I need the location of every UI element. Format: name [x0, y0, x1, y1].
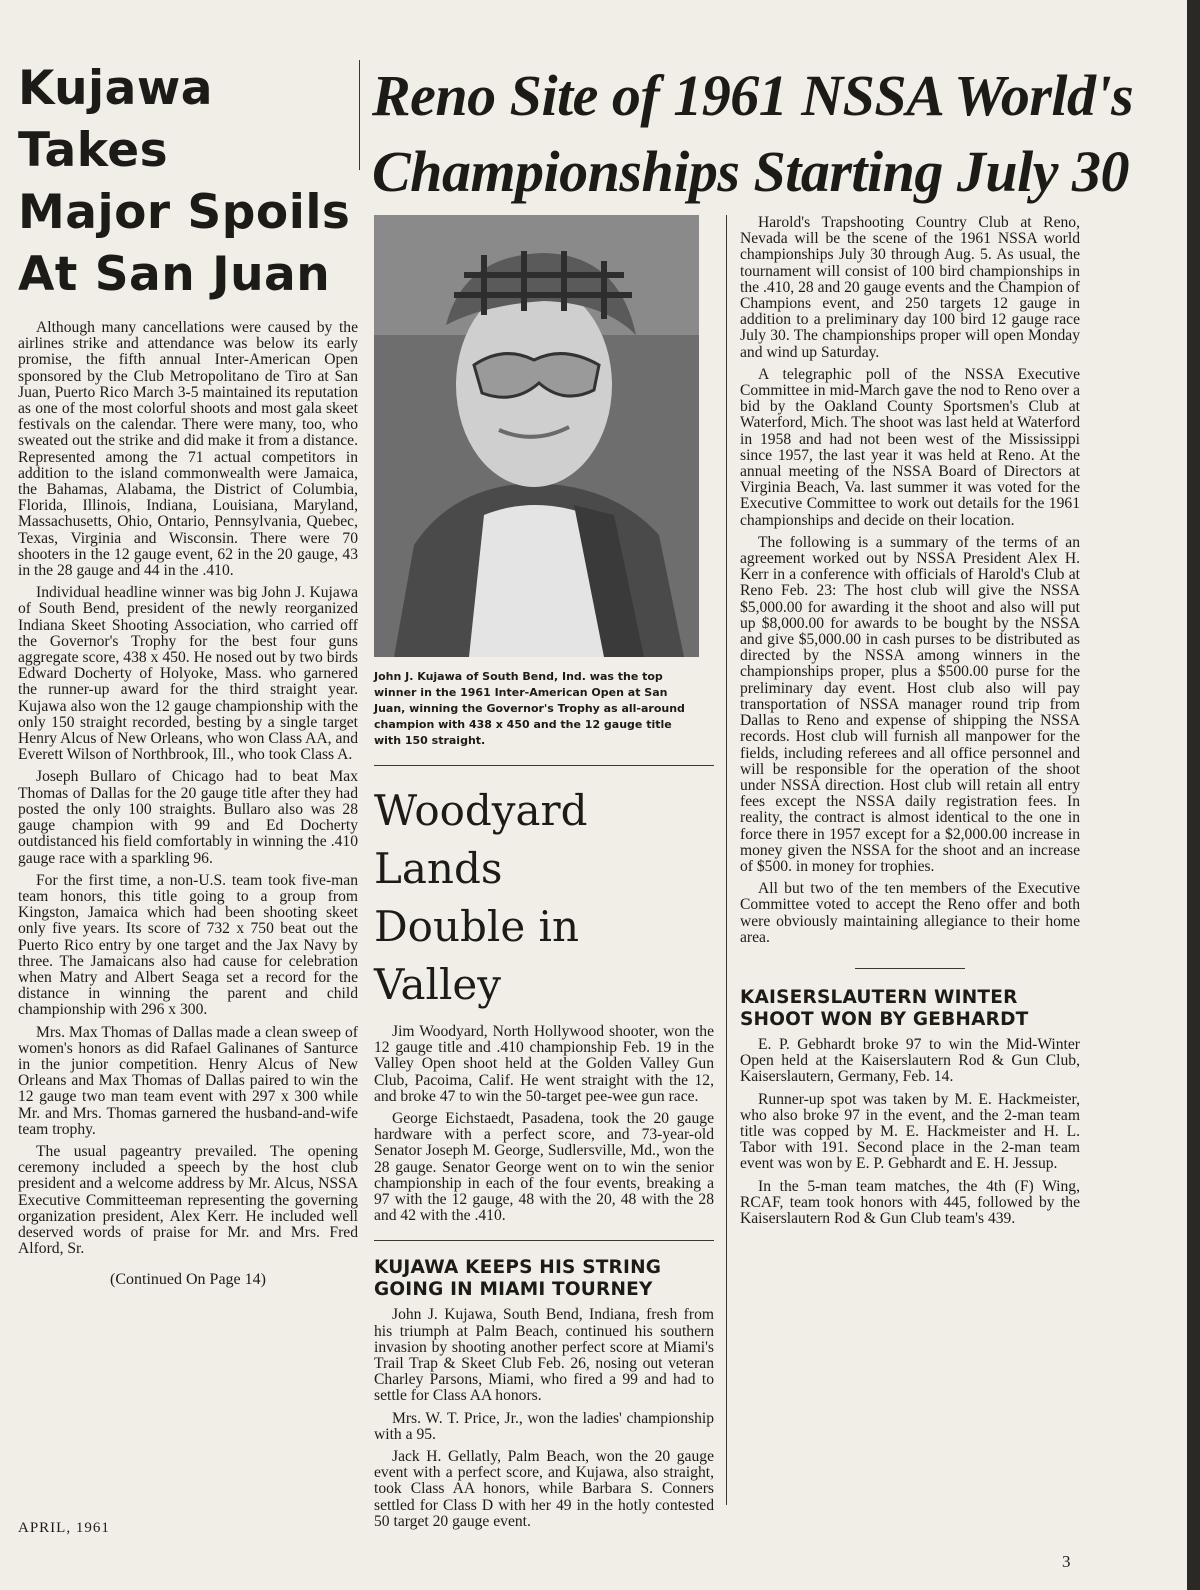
middle-column	[374, 215, 714, 1536]
column-rule	[359, 60, 360, 170]
article-paragraph: The usual pageantry prevailed. The opening ceremony included a speech by the host club president and a welcome address by Mr. Alcus, NSSA Executive Committeeman representing the governing organization president, Alex Kerr. He included well deserved words of praise for Mr. and Mrs. Fred Alford, Sr.	[18, 1142, 358, 1258]
article-paragraph: For the first time, a non-U.S. team took five-man team honors, this title going to a group from Kingston, Jamaica which had been shooting skeet only five years. Its score of 732 x 750 beat out the Puerto Rico entry by one target and the Jax Navy by three. The Jamaicans also had cause for celebration when Matry and Albert Seaga set a record for the distance in winning the parent and child championship with 296 x 300.	[18, 871, 358, 1019]
article-paragraph: A telegraphic poll of the NSSA Executive Committee in mid-March gave the nod to Reno over a bid by the Oakland County Sportsmen's Club at Waterford, Mich. The shoot was last held at Waterford in 1958 and had not been west of the Mississippi since 1957, the last year it was held at Reno. At the annual meeting of the NSSA Board of Directors at Virginia Beach, Va. last summer it was voted for the Executive Committee to work out details for the 1961 championships and decide on their location.	[740, 365, 1080, 529]
article-paragraph: Jim Woodyard, North Hollywood shooter, won the 12 gauge title and .410 championship Feb. 19 in the Valley Open shoot held at the Golden Valley Gun Club, Pacoima, Calif. He went straight with the 12, and broke 47 to win the 50-target pee-wee gun race.	[374, 1023, 714, 1105]
right-column	[740, 215, 1080, 1233]
article-paragraph: Individual headline winner was big John J. Kujawa of South Bend, president of the newly reorganized Indiana Skeet Shooting Association, who carried off the Governor's Trophy for the best four guns aggregate score, 438 x 450. He nosed out by two birds Edward Docherty of Holyoke, Mass. who garnered the runner-up award for the third straight year. Kujawa also won the 12 gauge championship with the only 150 straight recorded, besting by a single target Henry Alcus of New Orleans, who won Class AA, and Everett Wilson of Northbrook, Ill., who took Class A.	[18, 584, 358, 764]
article-paragraph: E. P. Gebhardt broke 97 to win the Mid-Winter Open held at the Kaiserslautern Rod & Gun Club, Kaiserslautern, Germany, Feb. 14.	[740, 1035, 1080, 1086]
reno-headline	[372, 58, 1192, 210]
article-paragraph: Although many cancellations were caused by the airlines strike and attendance was below its early promise, the fifth annual Inter-American Open sponsored by the Club Metropolitano de Tiro at San Juan, Puerto Rico March 3-5 maintained its reputation as one of the most colorful shoots and most gala skeet festivals on the calendar. There were many, too, who sweated out the strike and did make it from a distance. Represented among the 71 actual competitors in addition to the island commonwealth were Jamaica, the Bahamas, Alabama, the District of Columbia, Florida, Illinois, Indiana, Louisiana, Maryland, Massachusetts, Ohio, Ontario, Pennsylvania, Quebec, Texas, Virginia and Wisconsin. There were 70 shooters in the 12 gauge event, 62 in the 20 gauge, 43 in the 28 gauge and 44 in the .410.	[18, 319, 358, 580]
article-paragraph: George Eichstaedt, Pasadena, took the 20 gauge hardware with a perfect score, and 73-year-old Senator Joseph M. George, Sudlersville, Md., won the 28 gauge. Senator George went on to win the senior championship in each of the four events, breaking a 97 with the 12 gauge, 48 with the 20, 48 with the 28 and 42 with the .410.	[374, 1110, 714, 1225]
short-divider	[855, 968, 965, 969]
woodyard-headline	[374, 782, 714, 1014]
article-paragraph: Runner-up spot was taken by M. E. Hackmeister, who also broke 97 in the event, and the 2-man team title was copped by M. E. Hackmeister and H. L. Tabor with 191. Second place in the 2-man team event was won by E. P. Gebhardt and E. H. Jessup.	[740, 1090, 1080, 1173]
headline-line: At San Juan	[18, 247, 331, 302]
headline-line: Reno Site of 1961 NSSA World's	[372, 63, 1134, 128]
issue-date: APRIL, 1961	[18, 1520, 110, 1536]
article-paragraph: Joseph Bullaro of Chicago had to beat Max Thomas of Dallas for the 20 gauge title after they had posted the only 100 straights. Bullaro also was 28 gauge champion with 99 and Ed Docherty outdistanced his field comfortably in winning the .410 gauge race with a sparkling 96.	[18, 768, 358, 867]
portrait-illustration	[374, 215, 699, 657]
headline-line: Woodyard Lands	[374, 786, 588, 893]
photo-caption: John J. Kujawa of South Bend, Ind. was the top winner in the 1961 Inter-American Open at San Juan, winning the Governor's Trophy as all-around champion with 438 x 450 and the 12 gauge title with 150 straight.	[374, 670, 685, 747]
article-paragraph: The following is a summary of the terms of an agreement worked out by NSSA President Alex H. Kerr in a conference with officials of Harold's Club at Reno Feb. 23: The host club will give the NSSA $5,000.00 for awarding it the shoot and also will put up $8,000.00 for awards to be bought by the NSSA and give $5,000.00 in cash purses to be distributed as directed by the NSSA among winners in the championships proper, plus a $500.00 purse for the preliminary day event. Host club also will pay transportation of NSSA manager round trip from Dallas to Reno and expense of shipping the NSSA records. Host club will furnish all manpower for the fields, including referees and all office personnel and will be responsible for the operation of the shoot under NSSA direction. Host club will retain all entry fees except the NSSA daily registration fees. In reality, the contract is almost identical to the one in force there in 1957 except for a $2,000.00 increase in money given the NSSA for the shoot and an increase of $500. in money for trophies.	[740, 533, 1080, 875]
kaiserslautern-headline: KAISERSLAUTERN WINTER SHOOT WON BY GEBHARDT	[740, 986, 1029, 1030]
article-paragraph: Harold's Trapshooting Country Club at Reno, Nevada will be the scene of the 1961 NSSA world championships July 30 through Aug. 5. As usual, the tournament will consist of 100 bird championships in the .410, 28 and 20 gauge events and the Champion of Champions event, and 250 targets 12 gauge in addition to a preliminary day 100 bird 12 gauge race July 30. The championships proper will open Monday and wind up Saturday.	[740, 214, 1080, 361]
headline-line: Championships Starting July 30	[372, 139, 1129, 204]
headline-line: Kujawa Takes	[18, 61, 214, 178]
divider	[374, 1240, 714, 1241]
divider	[374, 765, 714, 766]
article-paragraph: John J. Kujawa, South Bend, Indiana, fresh from his triumph at Palm Beach, continued his southern invasion by shooting another perfect score at Miami's Trail Trap & Skeet Club Feb. 26, nosing out veteran Charley Parsons, Miami, who fired a 99 and had to settle for Class AA honors.	[374, 1306, 714, 1405]
kujawa-headline	[18, 58, 358, 306]
article-paragraph: All but two of the ten members of the Executive Committee voted to accept the Reno offer and both were obviously maintaining allegiance to their home area.	[740, 880, 1080, 946]
article-paragraph: In the 5-man team matches, the 4th (F) Wing, RCAF, team took honors with 445, followed by the Kaiserslautern Rod & Gun Club team's 439.	[740, 1177, 1080, 1227]
continued-note: (Continued On Page 14)	[110, 1271, 266, 1289]
page-number: 3	[1062, 1552, 1071, 1571]
headline-line: Major Spoils	[18, 185, 351, 240]
column-rule	[726, 215, 727, 1505]
article-paragraph: Mrs. W. T. Price, Jr., won the ladies' championship with a 95.	[374, 1409, 714, 1443]
article-paragraph: Mrs. Max Thomas of Dallas made a clean sweep of women's honors as did Rafael Galinanes of Santurce in the junior competition. Henry Alcus of New Orleans and Max Thomas of Dallas paired to win the 12 gauge two man team event with 297 x 300 while Mr. and Mrs. Thomas garnered the husband-and-wife team trophy.	[18, 1023, 358, 1138]
headline-line: Double in Valley	[374, 902, 580, 1009]
kujawa-photo	[374, 215, 699, 657]
left-column	[18, 58, 358, 1289]
binding-edge	[1187, 0, 1200, 1590]
article-paragraph: Jack H. Gellatly, Palm Beach, won the 20 gauge event with a perfect score, and Kujawa, also straight, took Class AA honors, while Barbara S. Conners settled for Class D with her 49 in the hotly contested 50 target 20 gauge event.	[374, 1448, 714, 1530]
miami-headline: KUJAWA KEEPS HIS STRING GOING IN MIAMI TOURNEY	[374, 1257, 662, 1301]
